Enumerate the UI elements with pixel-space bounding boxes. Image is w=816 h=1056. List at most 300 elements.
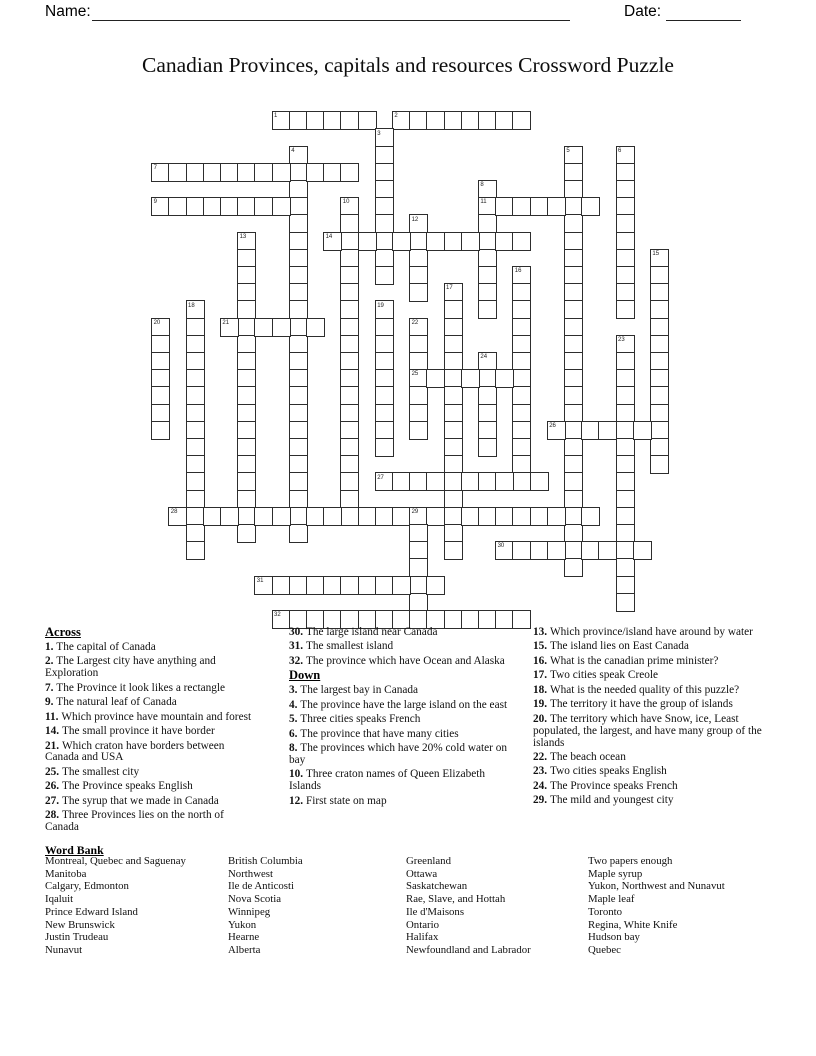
grid-cell-c21r20[interactable] xyxy=(512,455,531,474)
grid-cell-c21r7[interactable] xyxy=(512,232,531,251)
grid-cell-c0r13[interactable] xyxy=(151,335,170,354)
grid-cell-c29r15[interactable] xyxy=(650,369,669,388)
grid-cell-c11r6[interactable] xyxy=(340,214,359,233)
grid-cell-c27r4[interactable] xyxy=(616,180,635,199)
grid-cell-c6r3[interactable] xyxy=(254,163,273,182)
grid-cell-c5r3[interactable] xyxy=(237,163,256,182)
grid-cell-c21r16[interactable] xyxy=(512,386,531,405)
grid-cell-c5r24[interactable] xyxy=(237,524,256,543)
grid-cell-c5r10[interactable] xyxy=(237,283,256,302)
grid-cell-c5r17[interactable] xyxy=(237,404,256,423)
grid-cell-c24r15[interactable] xyxy=(564,369,583,388)
grid-cell-c17r21[interactable] xyxy=(444,472,463,491)
grid-cell-c17r17[interactable] xyxy=(444,404,463,423)
grid-cell-c14r23[interactable] xyxy=(392,507,411,526)
grid-cell-c13r9[interactable] xyxy=(375,266,394,285)
grid-cell-c11r14[interactable] xyxy=(340,352,359,371)
grid-cell-c13r27[interactable] xyxy=(375,576,394,595)
grid-cell-c14r21[interactable] xyxy=(392,472,411,491)
grid-cell-c12r27[interactable] xyxy=(358,576,377,595)
grid-cell-c24r19[interactable] xyxy=(564,438,583,457)
grid-cell-c29r10[interactable] xyxy=(650,283,669,302)
grid-cell-c0r17[interactable] xyxy=(151,404,170,423)
grid-cell-c17r14[interactable] xyxy=(444,352,463,371)
grid-cell-c28r25[interactable] xyxy=(633,541,652,560)
grid-cell-c14r7[interactable] xyxy=(392,232,411,251)
grid-cell-c11r27[interactable] xyxy=(340,576,359,595)
grid-cell-c12r0[interactable] xyxy=(358,111,377,130)
grid-cell-c27r19[interactable] xyxy=(616,438,635,457)
grid-cell-c15r16[interactable] xyxy=(409,386,428,405)
grid-cell-c8r10[interactable] xyxy=(289,283,308,302)
grid-cell-c2r16[interactable] xyxy=(186,386,205,405)
grid-cell-c27r22[interactable] xyxy=(616,490,635,509)
grid-cell-c11r22[interactable] xyxy=(340,490,359,509)
grid-cell-c8r19[interactable] xyxy=(289,438,308,457)
grid-cell-c7r3[interactable] xyxy=(272,163,291,182)
grid-cell-c23r5[interactable] xyxy=(547,197,566,216)
grid-cell-c11r18[interactable] xyxy=(340,421,359,440)
grid-cell-c9r23[interactable] xyxy=(306,507,325,526)
grid-cell-c25r18[interactable] xyxy=(581,421,600,440)
grid-cell-c25r5[interactable] xyxy=(581,197,600,216)
grid-cell-c8r23[interactable] xyxy=(289,507,308,526)
grid-cell-c19r7[interactable] xyxy=(478,232,497,251)
grid-cell-c7r23[interactable] xyxy=(272,507,291,526)
grid-cell-c5r16[interactable] xyxy=(237,386,256,405)
grid-cell-c8r22[interactable] xyxy=(289,490,308,509)
grid-cell-c3r5[interactable] xyxy=(203,197,222,216)
grid-cell-c22r25[interactable] xyxy=(530,541,549,560)
grid-cell-c19r18[interactable] xyxy=(478,421,497,440)
grid-cell-c13r19[interactable] xyxy=(375,438,394,457)
grid-cell-c5r23[interactable] xyxy=(237,507,256,526)
grid-cell-c29r19[interactable] xyxy=(650,438,669,457)
grid-cell-c27r8[interactable] xyxy=(616,249,635,268)
grid-cell-c15r24[interactable] xyxy=(409,524,428,543)
grid-cell-c2r15[interactable] xyxy=(186,369,205,388)
grid-cell-c24r24[interactable] xyxy=(564,524,583,543)
grid-cell-c8r20[interactable] xyxy=(289,455,308,474)
grid-cell-c6r23[interactable] xyxy=(254,507,273,526)
grid-cell-c1r5[interactable] xyxy=(168,197,187,216)
grid-cell-c27r20[interactable] xyxy=(616,455,635,474)
grid-cell-c8r18[interactable] xyxy=(289,421,308,440)
grid-cell-c25r25[interactable] xyxy=(581,541,600,560)
grid-cell-c7r5[interactable] xyxy=(272,197,291,216)
grid-cell-c20r0[interactable] xyxy=(495,111,514,130)
grid-cell-c2r13[interactable] xyxy=(186,335,205,354)
grid-cell-c18r0[interactable] xyxy=(461,111,480,130)
grid-cell-c16r27[interactable] xyxy=(426,576,445,595)
grid-cell-c10r27[interactable] xyxy=(323,576,342,595)
grid-cell-c8r16[interactable] xyxy=(289,386,308,405)
grid-cell-c11r15[interactable] xyxy=(340,369,359,388)
grid-cell-c17r0[interactable] xyxy=(444,111,463,130)
grid-cell-c21r29[interactable] xyxy=(512,610,531,629)
grid-cell-c13r23[interactable] xyxy=(375,507,394,526)
grid-cell-c8r21[interactable] xyxy=(289,472,308,491)
grid-cell-c0r15[interactable] xyxy=(151,369,170,388)
grid-cell-c13r7[interactable] xyxy=(375,232,394,251)
grid-cell-c5r11[interactable] xyxy=(237,300,256,319)
clue-number: 11. xyxy=(45,710,62,723)
grid-cell-c15r18[interactable] xyxy=(409,421,428,440)
grid-cell-c8r11[interactable] xyxy=(289,300,308,319)
grid-cell-c4r23[interactable] xyxy=(220,507,239,526)
grid-cell-c23r25[interactable] xyxy=(547,541,566,560)
grid-cell-c11r0[interactable] xyxy=(340,111,359,130)
grid-cell-c29r14[interactable] xyxy=(650,352,669,371)
grid-cell-c11r11[interactable] xyxy=(340,300,359,319)
grid-cell-c21r15[interactable] xyxy=(512,369,531,388)
grid-cell-c21r18[interactable] xyxy=(512,421,531,440)
grid-cell-c27r7[interactable] xyxy=(616,232,635,251)
grid-cell-c27r9[interactable] xyxy=(616,266,635,285)
grid-cell-c2r23[interactable] xyxy=(186,507,205,526)
grid-cell-c13r13[interactable] xyxy=(375,335,394,354)
grid-cell-c24r26[interactable] xyxy=(564,558,583,577)
grid-cell-c2r19[interactable] xyxy=(186,438,205,457)
grid-cell-c24r21[interactable] xyxy=(564,472,583,491)
grid-cell-c19r0[interactable] xyxy=(478,111,497,130)
grid-cell-c29r17[interactable] xyxy=(650,404,669,423)
grid-cell-c24r14[interactable] xyxy=(564,352,583,371)
clue-number: 29. xyxy=(533,794,550,807)
grid-cell-c5r12[interactable] xyxy=(237,318,256,337)
grid-cell-c5r5[interactable] xyxy=(237,197,256,216)
grid-cell-c4r5[interactable] xyxy=(220,197,239,216)
grid-cell-c24r11[interactable] xyxy=(564,300,583,319)
grid-cell-c10r0[interactable] xyxy=(323,111,342,130)
grid-cell-c18r15[interactable] xyxy=(461,369,480,388)
grid-cell-c19r11[interactable] xyxy=(478,300,497,319)
grid-cell-c27r10[interactable] xyxy=(616,283,635,302)
grid-cell-c19r15[interactable] xyxy=(478,369,497,388)
grid-cell-c2r14[interactable] xyxy=(186,352,205,371)
grid-cell-c13r5[interactable] xyxy=(375,197,394,216)
grid-cell-c21r11[interactable] xyxy=(512,300,531,319)
grid-cell-c20r7[interactable] xyxy=(495,232,514,251)
grid-cell-c25r23[interactable] xyxy=(581,507,600,526)
grid-cell-c11r21[interactable] xyxy=(340,472,359,491)
grid-cell-c17r11[interactable] xyxy=(444,300,463,319)
grid-cell-c16r21[interactable] xyxy=(426,472,445,491)
grid-cell-c21r10[interactable] xyxy=(512,283,531,302)
grid-cell-c26r25[interactable] xyxy=(598,541,617,560)
grid-cell-c7r12[interactable] xyxy=(272,318,291,337)
grid-cell-c15r21[interactable] xyxy=(409,472,428,491)
grid-cell-c2r3[interactable] xyxy=(186,163,205,182)
grid-cell-c27r28[interactable] xyxy=(616,593,635,612)
grid-cell-c8r5[interactable] xyxy=(289,197,308,216)
grid-cell-c13r4[interactable] xyxy=(375,180,394,199)
grid-cell-c11r7[interactable] xyxy=(340,232,359,251)
grid-cell-c27r16[interactable] xyxy=(616,386,635,405)
grid-cell-c12r7[interactable] xyxy=(358,232,377,251)
grid-cell-c21r13[interactable] xyxy=(512,335,531,354)
grid-cell-c20r15[interactable] xyxy=(495,369,514,388)
grid-cell-c24r17[interactable] xyxy=(564,404,583,423)
grid-cell-c21r17[interactable] xyxy=(512,404,531,423)
grid-cell-c15r7[interactable] xyxy=(409,232,428,251)
grid-cell-c11r17[interactable] xyxy=(340,404,359,423)
grid-cell-c19r9[interactable] xyxy=(478,266,497,285)
grid-cell-c28r18[interactable] xyxy=(633,421,652,440)
grid-cell-c26r18[interactable] xyxy=(598,421,617,440)
grid-cell-c27r6[interactable] xyxy=(616,214,635,233)
grid-cell-c21r0[interactable] xyxy=(512,111,531,130)
grid-cell-c10r23[interactable] xyxy=(323,507,342,526)
date-blank-field[interactable] xyxy=(666,2,741,21)
grid-cell-c15r26[interactable] xyxy=(409,558,428,577)
name-blank-field[interactable] xyxy=(92,2,570,21)
grid-cell-c20r5[interactable] xyxy=(495,197,514,216)
grid-cell-c17r12[interactable] xyxy=(444,318,463,337)
grid-cell-c24r12[interactable] xyxy=(564,318,583,337)
grid-cell-c24r18[interactable] xyxy=(564,421,583,440)
grid-cell-c24r23[interactable] xyxy=(564,507,583,526)
grid-cell-c29r12[interactable] xyxy=(650,318,669,337)
grid-cell-c0r14[interactable] xyxy=(151,352,170,371)
grid-cell-c11r16[interactable] xyxy=(340,386,359,405)
grid-cell-c15r28[interactable] xyxy=(409,593,428,612)
grid-cell-c29r20[interactable] xyxy=(650,455,669,474)
grid-cell-c4r3[interactable] xyxy=(220,163,239,182)
grid-cell-c5r13[interactable] xyxy=(237,335,256,354)
grid-cell-c8r4[interactable] xyxy=(289,180,308,199)
grid-cell-c2r21[interactable] xyxy=(186,472,205,491)
grid-cell-c2r5[interactable] xyxy=(186,197,205,216)
grid-cell-c5r21[interactable] xyxy=(237,472,256,491)
grid-cell-c22r23[interactable] xyxy=(530,507,549,526)
grid-cell-c19r21[interactable] xyxy=(478,472,497,491)
grid-cell-c8r7[interactable] xyxy=(289,232,308,251)
grid-cell-c19r19[interactable] xyxy=(478,438,497,457)
grid-cell-c17r16[interactable] xyxy=(444,386,463,405)
grid-cell-c8r12[interactable] xyxy=(289,318,308,337)
grid-cell-c21r23[interactable] xyxy=(512,507,531,526)
grid-cell-c5r20[interactable] xyxy=(237,455,256,474)
grid-cell-c24r8[interactable] xyxy=(564,249,583,268)
grid-cell-c14r27[interactable] xyxy=(392,576,411,595)
grid-cell-c15r9[interactable] xyxy=(409,266,428,285)
grid-cell-c2r25[interactable] xyxy=(186,541,205,560)
grid-cell-c1r3[interactable] xyxy=(168,163,187,182)
grid-cell-c18r23[interactable] xyxy=(461,507,480,526)
grid-cell-c8r9[interactable] xyxy=(289,266,308,285)
grid-cell-c17r19[interactable] xyxy=(444,438,463,457)
grid-cell-c9r0[interactable] xyxy=(306,111,325,130)
grid-cell-c5r19[interactable] xyxy=(237,438,256,457)
grid-cell-c2r20[interactable] xyxy=(186,455,205,474)
grid-cell-c13r15[interactable] xyxy=(375,369,394,388)
grid-cell-c16r0[interactable] xyxy=(426,111,445,130)
grid-cell-c17r25[interactable] xyxy=(444,541,463,560)
grid-cell-c24r20[interactable] xyxy=(564,455,583,474)
grid-cell-c5r14[interactable] xyxy=(237,352,256,371)
word-number-17: 17 xyxy=(446,285,453,292)
grid-cell-c11r23[interactable] xyxy=(340,507,359,526)
grid-cell-c27r3[interactable] xyxy=(616,163,635,182)
grid-cell-c11r3[interactable] xyxy=(340,163,359,182)
grid-cell-c27r11[interactable] xyxy=(616,300,635,319)
grid-cell-c19r17[interactable] xyxy=(478,404,497,423)
grid-cell-c19r16[interactable] xyxy=(478,386,497,405)
grid-cell-c10r3[interactable] xyxy=(323,163,342,182)
grid-cell-c15r8[interactable] xyxy=(409,249,428,268)
grid-cell-c21r5[interactable] xyxy=(512,197,531,216)
grid-cell-c17r13[interactable] xyxy=(444,335,463,354)
grid-cell-c6r12[interactable] xyxy=(254,318,273,337)
grid-cell-c17r18[interactable] xyxy=(444,421,463,440)
grid-cell-c22r5[interactable] xyxy=(530,197,549,216)
grid-cell-c15r14[interactable] xyxy=(409,352,428,371)
grid-cell-c13r14[interactable] xyxy=(375,352,394,371)
grid-cell-c9r3[interactable] xyxy=(306,163,325,182)
grid-cell-c29r16[interactable] xyxy=(650,386,669,405)
grid-cell-c20r21[interactable] xyxy=(495,472,514,491)
grid-cell-c16r7[interactable] xyxy=(426,232,445,251)
grid-cell-c11r10[interactable] xyxy=(340,283,359,302)
grid-cell-c9r27[interactable] xyxy=(306,576,325,595)
grid-cell-c8r6[interactable] xyxy=(289,214,308,233)
grid-cell-c19r6[interactable] xyxy=(478,214,497,233)
grid-cell-c2r18[interactable] xyxy=(186,421,205,440)
grid-cell-c24r3[interactable] xyxy=(564,163,583,182)
grid-cell-c24r10[interactable] xyxy=(564,283,583,302)
grid-cell-c27r27[interactable] xyxy=(616,576,635,595)
grid-cell-c11r20[interactable] xyxy=(340,455,359,474)
grid-cell-c13r2[interactable] xyxy=(375,146,394,165)
grid-cell-c20r23[interactable] xyxy=(495,507,514,526)
grid-cell-c27r14[interactable] xyxy=(616,352,635,371)
grid-cell-c5r9[interactable] xyxy=(237,266,256,285)
grid-cell-c16r23[interactable] xyxy=(426,507,445,526)
grid-cell-c24r22[interactable] xyxy=(564,490,583,509)
grid-cell-c27r25[interactable] xyxy=(616,541,635,560)
grid-cell-c24r16[interactable] xyxy=(564,386,583,405)
grid-cell-c27r18[interactable] xyxy=(616,421,635,440)
grid-cell-c27r21[interactable] xyxy=(616,472,635,491)
grid-cell-c2r22[interactable] xyxy=(186,490,205,509)
grid-cell-c11r8[interactable] xyxy=(340,249,359,268)
grid-cell-c24r13[interactable] xyxy=(564,335,583,354)
grid-cell-c11r12[interactable] xyxy=(340,318,359,337)
grid-cell-c21r21[interactable] xyxy=(512,472,531,491)
grid-cell-c29r11[interactable] xyxy=(650,300,669,319)
grid-cell-c24r4[interactable] xyxy=(564,180,583,199)
grid-cell-c13r18[interactable] xyxy=(375,421,394,440)
grid-cell-c2r24[interactable] xyxy=(186,524,205,543)
grid-cell-c21r19[interactable] xyxy=(512,438,531,457)
grid-cell-c8r0[interactable] xyxy=(289,111,308,130)
grid-cell-c2r12[interactable] xyxy=(186,318,205,337)
grid-cell-c19r8[interactable] xyxy=(478,249,497,268)
grid-cell-c24r7[interactable] xyxy=(564,232,583,251)
grid-cell-c17r23[interactable] xyxy=(444,507,463,526)
grid-cell-c27r23[interactable] xyxy=(616,507,635,526)
grid-cell-c29r13[interactable] xyxy=(650,335,669,354)
grid-cell-c17r7[interactable] xyxy=(444,232,463,251)
grid-cell-c17r15[interactable] xyxy=(444,369,463,388)
grid-cell-c15r17[interactable] xyxy=(409,404,428,423)
grid-cell-c23r23[interactable] xyxy=(547,507,566,526)
grid-cell-c8r15[interactable] xyxy=(289,369,308,388)
grid-cell-c24r6[interactable] xyxy=(564,214,583,233)
grid-cell-c13r8[interactable] xyxy=(375,249,394,268)
grid-cell-c8r24[interactable] xyxy=(289,524,308,543)
grid-cell-c13r12[interactable] xyxy=(375,318,394,337)
grid-cell-c8r8[interactable] xyxy=(289,249,308,268)
grid-cell-c15r10[interactable] xyxy=(409,283,428,302)
grid-cell-c5r8[interactable] xyxy=(237,249,256,268)
grid-cell-c15r0[interactable] xyxy=(409,111,428,130)
grid-cell-c7r27[interactable] xyxy=(272,576,291,595)
grid-cell-c13r17[interactable] xyxy=(375,404,394,423)
grid-cell-c0r16[interactable] xyxy=(151,386,170,405)
grid-cell-c24r25[interactable] xyxy=(564,541,583,560)
grid-cell-c21r12[interactable] xyxy=(512,318,531,337)
grid-cell-c13r6[interactable] xyxy=(375,214,394,233)
grid-cell-c17r20[interactable] xyxy=(444,455,463,474)
grid-cell-c18r7[interactable] xyxy=(461,232,480,251)
grid-cell-c29r9[interactable] xyxy=(650,266,669,285)
grid-cell-c17r24[interactable] xyxy=(444,524,463,543)
grid-cell-c8r27[interactable] xyxy=(289,576,308,595)
grid-cell-c11r13[interactable] xyxy=(340,335,359,354)
grid-cell-c24r5[interactable] xyxy=(564,197,583,216)
grid-cell-c9r12[interactable] xyxy=(306,318,325,337)
grid-cell-c8r14[interactable] xyxy=(289,352,308,371)
grid-cell-c27r5[interactable] xyxy=(616,197,635,216)
grid-cell-c8r13[interactable] xyxy=(289,335,308,354)
grid-cell-c8r17[interactable] xyxy=(289,404,308,423)
grid-cell-c8r3[interactable] xyxy=(289,163,308,182)
grid-cell-c6r5[interactable] xyxy=(254,197,273,216)
grid-cell-c15r27[interactable] xyxy=(409,576,428,595)
grid-cell-c27r17[interactable] xyxy=(616,404,635,423)
grid-cell-c13r16[interactable] xyxy=(375,386,394,405)
grid-cell-c24r9[interactable] xyxy=(564,266,583,285)
grid-cell-c21r25[interactable] xyxy=(512,541,531,560)
grid-cell-c5r15[interactable] xyxy=(237,369,256,388)
grid-cell-c21r14[interactable] xyxy=(512,352,531,371)
grid-cell-c13r3[interactable] xyxy=(375,163,394,182)
grid-cell-c11r19[interactable] xyxy=(340,438,359,457)
grid-cell-c5r18[interactable] xyxy=(237,421,256,440)
grid-cell-c19r23[interactable] xyxy=(478,507,497,526)
grid-cell-c3r23[interactable] xyxy=(203,507,222,526)
grid-cell-c27r26[interactable] xyxy=(616,558,635,577)
grid-cell-c27r15[interactable] xyxy=(616,369,635,388)
grid-cell-c3r3[interactable] xyxy=(203,163,222,182)
grid-cell-c11r9[interactable] xyxy=(340,266,359,285)
grid-cell-c0r18[interactable] xyxy=(151,421,170,440)
grid-cell-c12r23[interactable] xyxy=(358,507,377,526)
grid-cell-c18r21[interactable] xyxy=(461,472,480,491)
grid-cell-c22r21[interactable] xyxy=(530,472,549,491)
grid-cell-c17r22[interactable] xyxy=(444,490,463,509)
grid-cell-c19r10[interactable] xyxy=(478,283,497,302)
grid-cell-c29r18[interactable] xyxy=(650,421,669,440)
grid-cell-c15r13[interactable] xyxy=(409,335,428,354)
grid-cell-c2r17[interactable] xyxy=(186,404,205,423)
grid-cell-c5r22[interactable] xyxy=(237,490,256,509)
grid-cell-c27r24[interactable] xyxy=(616,524,635,543)
grid-cell-c15r25[interactable] xyxy=(409,541,428,560)
grid-cell-c16r15[interactable] xyxy=(426,369,445,388)
